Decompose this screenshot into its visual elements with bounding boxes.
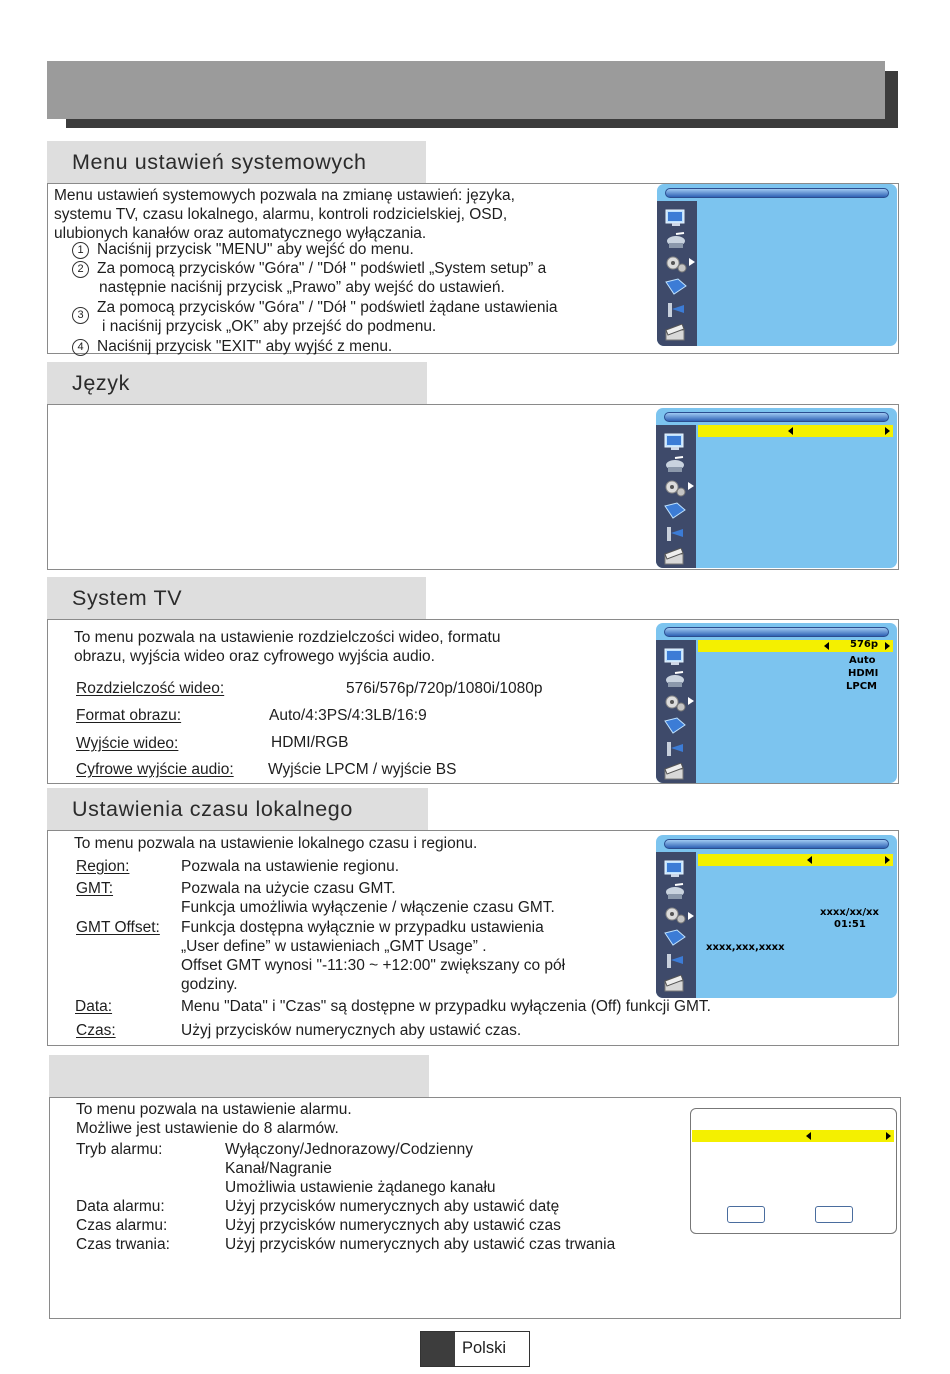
media-icon — [664, 278, 688, 296]
arrow-left-icon — [806, 1132, 811, 1140]
osd-date-value: xxxx/xx/xx — [820, 907, 879, 918]
page-footer — [420, 1331, 530, 1367]
settings-icon — [664, 255, 688, 273]
row-text: Użyj przycisków numerycznych aby ustawić czas. — [181, 1022, 522, 1039]
arrow-right-icon — [885, 642, 890, 650]
alarm-highlight-row — [692, 1130, 894, 1142]
osd-screen-language — [656, 408, 897, 568]
osd-title-bar — [664, 627, 889, 637]
row-text: Menu "Data" i "Czas" są dostępne w przypadku wyłączenia (Off) funkcji GMT. — [181, 998, 711, 1015]
intro-line: Możliwe jest ustawienie do 8 alarmów. — [76, 1120, 339, 1137]
osd-time-value: 01:51 — [834, 919, 866, 930]
step-2: 2 Za pomocą przycisków "Góra" / "Dół " podświetl „System setup” a — [72, 259, 546, 278]
section-title-local-time: Ustawienia czasu lokalnego — [47, 788, 428, 830]
row-label: Data alarmu: — [76, 1198, 165, 1215]
tv-icon — [663, 648, 687, 666]
osd-audio-out-value: LPCM — [846, 681, 877, 692]
selection-arrow-icon — [688, 482, 694, 490]
tv-icon — [663, 860, 687, 878]
step-4: 4 Naciśnij przycisk "EXIT" aby wyjść z menu. — [72, 337, 392, 356]
intro-line: To menu pozwala na ustawienie alarmu. — [76, 1101, 352, 1118]
row-label: Rozdzielczość wideo: — [76, 680, 225, 697]
row-label: Format obrazu: — [76, 707, 182, 724]
satellite-icon — [663, 671, 687, 689]
row-value: Wyjście LPCM / wyjście BS — [268, 761, 457, 778]
settings-icon — [663, 479, 687, 497]
row-label: Data: — [75, 998, 113, 1015]
arrow-left-icon — [824, 642, 829, 650]
satellite-icon — [664, 232, 688, 250]
row-label: Wyjście wideo: — [76, 735, 179, 752]
footer-language-label: Polski — [462, 1339, 507, 1357]
row-text: „User define” w ustawieniach „GMT Usage” . — [181, 938, 487, 955]
row-text: Użyj przycisków numerycznych aby ustawić czas — [225, 1217, 561, 1234]
row-label: Region: — [76, 858, 130, 875]
arrow-right-icon — [886, 1132, 891, 1140]
row-label: GMT Offset: — [76, 919, 160, 936]
osd-region-value: xxxx,xxx,xxxx — [706, 942, 785, 953]
section-alarm — [49, 1097, 901, 1319]
arrow-right-icon — [885, 856, 890, 864]
osd-title-bar — [664, 839, 889, 849]
step-number: 2 — [72, 261, 89, 278]
selection-arrow-icon — [688, 912, 694, 920]
step-number: 4 — [72, 339, 89, 356]
row-label: Czas alarmu: — [76, 1217, 168, 1234]
section-title-language: Język — [47, 362, 427, 404]
settings-icon — [663, 694, 687, 712]
intro-line: ulubionych kanałów oraz automatycznego wyłączania. — [54, 225, 427, 242]
alarm-cancel-button[interactable] — [815, 1206, 853, 1223]
intro-line: To menu pozwala na ustawienie rozdzielczości wideo, formatu — [74, 629, 501, 646]
arrow-left-icon — [807, 856, 812, 864]
row-label: GMT: — [76, 880, 114, 897]
intro-line: systemu TV, czasu lokalnego, alarmu, kontroli rodzicielskiej, OSD, — [54, 206, 508, 223]
row-text: Wyłączony/Jednorazowy/Codzienny — [225, 1141, 473, 1158]
osd-video-out-value: HDMI — [848, 668, 879, 679]
row-label: Czas: — [76, 1022, 116, 1039]
row-value: Auto/4:3PS/4:3LB/16:9 — [269, 707, 427, 724]
tools-icon — [663, 740, 687, 758]
section-title-system-menu: Menu ustawień systemowych — [47, 141, 426, 183]
row-text: Funkcja dostępna wyłącznie w przypadku ustawienia — [181, 919, 544, 936]
film-icon — [663, 975, 687, 993]
satellite-icon — [663, 883, 687, 901]
osd-sidebar — [656, 425, 696, 568]
section-title-alarm — [49, 1055, 429, 1097]
header-bar — [47, 61, 885, 119]
osd-screen-local-time — [656, 835, 897, 998]
film-icon — [664, 324, 688, 342]
tv-icon — [664, 209, 688, 227]
osd-highlight-row — [698, 854, 893, 866]
arrow-right-icon — [885, 427, 890, 435]
osd-sidebar — [656, 852, 696, 998]
section-system-menu — [47, 183, 899, 354]
tools-icon — [663, 952, 687, 970]
row-text: Offset GMT wynosi "-11:30 ~ +12:00" zwiększany co pół — [181, 957, 566, 974]
step-2-cont: następnie naciśnij przycisk „Prawo” aby wejść do ustawień. — [99, 279, 505, 296]
film-icon — [663, 548, 687, 566]
step-3: 3 Za pomocą przycisków "Góra" / "Dół " podświetl żądane ustawienia — [72, 298, 558, 324]
osd-resolution-value: 576p — [850, 639, 879, 650]
row-text: godziny. — [181, 976, 238, 993]
tools-icon — [664, 301, 688, 319]
satellite-icon — [663, 456, 687, 474]
intro-line: obrazu, wyjścia wideo oraz cyfrowego wyjścia audio. — [74, 648, 435, 665]
row-text: Pozwala na użycie czasu GMT. — [181, 880, 396, 897]
row-label: Czas trwania: — [76, 1236, 170, 1253]
selection-arrow-icon — [689, 258, 695, 266]
osd-sidebar — [657, 201, 697, 346]
intro-line: Menu ustawień systemowych pozwala na zmianę ustawień: języka, — [54, 187, 515, 204]
section-tv-system — [47, 619, 899, 784]
film-icon — [663, 763, 687, 781]
row-text: Umożliwia ustawienie żądanego kanału — [225, 1179, 496, 1196]
osd-title-bar — [664, 412, 889, 422]
step-3-cont: i naciśnij przycisk „OK” aby przejść do podmenu. — [102, 318, 437, 335]
alarm-ok-button[interactable] — [727, 1206, 765, 1223]
row-label: Tryb alarmu: — [76, 1141, 163, 1158]
section-language — [47, 404, 899, 570]
arrow-left-icon — [788, 427, 793, 435]
step-1: 1 Naciśnij przycisk "MENU" aby wejść do menu. — [72, 240, 414, 259]
row-value: 576i/576p/720p/1080i/1080p — [346, 680, 543, 697]
osd-sidebar — [656, 640, 696, 783]
step-number: 3 — [72, 307, 89, 324]
osd-aspect-value: Auto — [849, 655, 876, 666]
osd-highlight-row — [698, 640, 893, 652]
tools-icon — [663, 525, 687, 543]
intro-line: To menu pozwala na ustawienie lokalnego czasu i regionu. — [74, 835, 478, 852]
row-text: Użyj przycisków numerycznych aby ustawić czas trwania — [225, 1236, 616, 1253]
media-icon — [663, 717, 687, 735]
settings-icon — [663, 906, 687, 924]
footer-marker — [421, 1332, 455, 1366]
section-title-tv-system: System TV — [47, 577, 426, 619]
media-icon — [663, 929, 687, 947]
osd-screen-main-menu — [657, 184, 897, 346]
osd-highlight-row — [698, 425, 893, 437]
selection-arrow-icon — [688, 697, 694, 705]
osd-title-bar — [665, 188, 889, 198]
row-text: Funkcja umożliwia wyłączenie / włączenie czasu GMT. — [181, 899, 555, 916]
media-icon — [663, 502, 687, 520]
row-text: Kanał/Nagranie — [225, 1160, 332, 1177]
row-text: Użyj przycisków numerycznych aby ustawić datę — [225, 1198, 560, 1215]
osd-screen-tv-system — [656, 623, 897, 783]
row-value: HDMI/RGB — [271, 734, 349, 751]
section-local-time — [47, 830, 899, 1046]
step-number: 1 — [72, 242, 89, 259]
row-text: Pozwala na ustawienie regionu. — [181, 858, 399, 875]
alarm-dialog — [690, 1108, 897, 1234]
tv-icon — [663, 433, 687, 451]
row-label: Cyfrowe wyjście audio: — [76, 761, 234, 778]
